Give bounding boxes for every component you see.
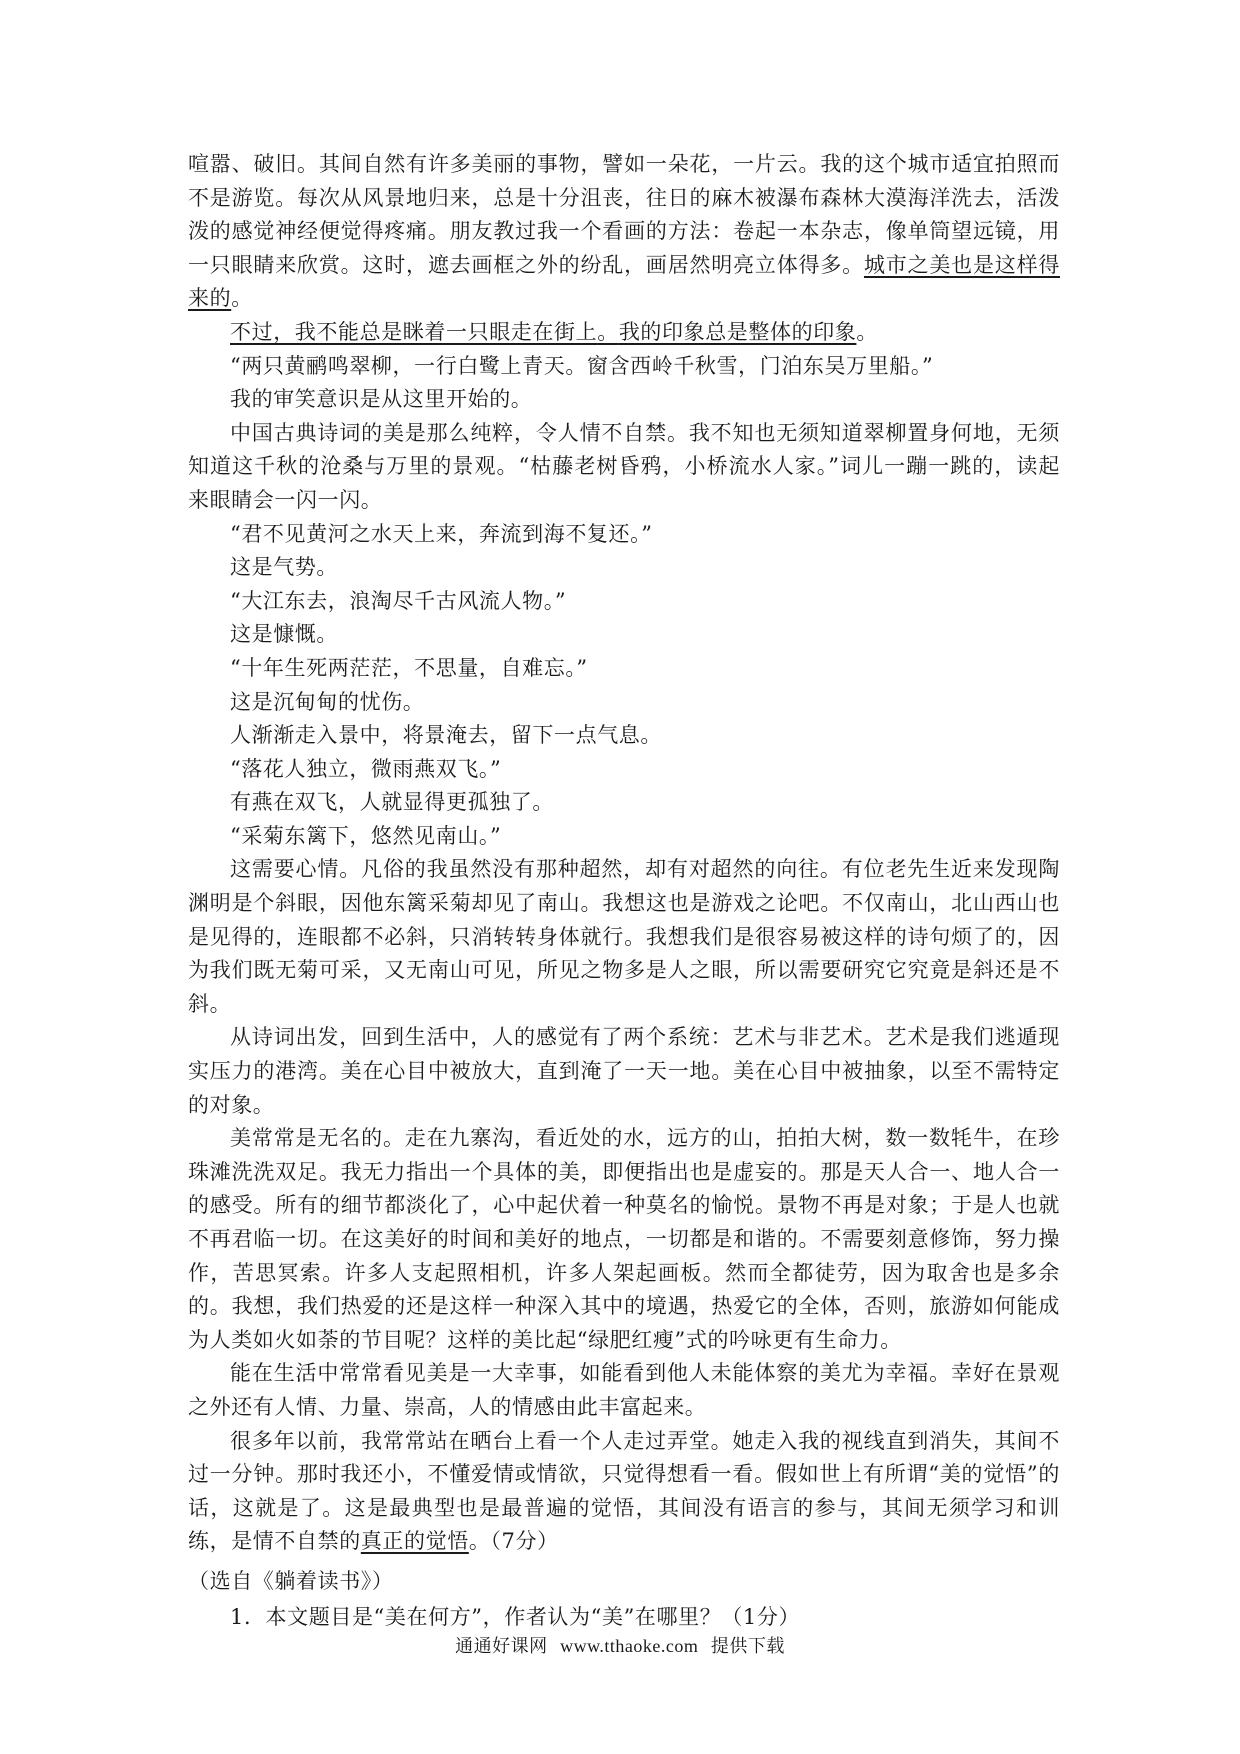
poem-quote: “大江东去，浪淘尽千古风流人物。”	[230, 588, 567, 613]
footer-suffix: 提供下载	[710, 1636, 785, 1657]
paragraph-text: 。	[856, 319, 879, 344]
paragraph: 这是慷慨。	[230, 622, 338, 647]
underlined-phrase: 真正的觉悟	[360, 1529, 469, 1554]
poem-quote: “十年生死两茫茫，不思量，自难忘。”	[230, 655, 588, 680]
paragraph: 能在生活中常常看见美是一大幸事，如能看到他人未能体察的美尤为幸福。幸好在景观之外还有人情、力量、崇高，人的情感由此丰富起来。	[188, 1361, 1060, 1419]
paragraph-text: 喧嚣、破旧。其间自然有许多美丽的事物，譬如一朵花，一片云。我的这个城市适宜拍照而不是游览。每次从风景地归来，总是十分沮丧，往日的麻木被瀑布森林大漠海洋洗去，活泼泼的感觉神经便觉得疼痛。朋友教过我一个看画的方法：卷起一本杂志，像单筒望远镜，用一只眼睛来欣赏。这时，遮去画框之外的纷乱，画居然明亮立体得多。	[188, 152, 1060, 277]
paragraph: 有燕在双飞，人就显得更孤独了。	[230, 790, 554, 815]
paragraph: 这是沉甸甸的忧伤。	[230, 689, 425, 714]
source-citation: （选自《躺着读书》）	[188, 1568, 394, 1593]
paragraph	[188, 148, 1060, 316]
paragraph-text: 很多年以前，我常常站在晒台上看一个人走过弄堂。她走入我的视线直到消失，其间不过一分钟。那时我还小，不懂爱情或情欲，只觉得想看一看。假如世上有所谓“美的觉悟”的话，这就是了。这是最典型也是最普遍的觉悟，其间没有语言的参与，其间无须学习和训练，是情不自禁的	[188, 1428, 1060, 1554]
poem-quote: “采菊东篱下，悠然见南山。”	[230, 823, 502, 848]
paragraph-text: 。（7分）	[468, 1529, 559, 1554]
paragraph: 美常常是无名的。走在九寨沟，看近处的水，远方的山，拍拍大树，数一数牦牛，在珍珠滩洗洗双足。我无力指出一个具体的美，即便指出也是虚妄的。那是天人合一、地人合一的感受。所有的细节都淡化了，心中起伏着一种莫名的愉悦。景物不再是对象；于是人也就不再君临一切。在这美好的时间和美好的地点，一切都是和谐的。不需要刻意修饰，努力操作，苦思冥索。许多人支起照相机，许多人架起画板。然而全都徒劳，因为取舍也是多余的。我想，我们热爱的还是这样一种深入其中的境遇，热爱它的全体，否则，旅游如何能成为人类如火如荼的节目呢？这样的美比起“绿肥红瘦”式的吟咏更有生命力。	[188, 1126, 1060, 1352]
underlined-sentence: 城市之美也是这样得来的	[188, 252, 1060, 311]
paragraph	[188, 1425, 1060, 1559]
underlined-sentence: 我的印象总是整体的印象	[618, 319, 857, 344]
paragraph-text: 。	[231, 286, 253, 311]
paragraph: 我的审笑意识是从这里开始的。	[230, 387, 533, 412]
paragraph: 中国古典诗词的美是那么纯粹，令人情不自禁。我不知也无须知道翠柳置身何地，无须知道这千秋的沧桑与万里的景观。“枯藤老树昏鸦，小桥流水人家。”词儿一蹦一跳的，读起来眼睛会一闪一闪。	[188, 420, 1060, 512]
paragraph: 人渐渐走入景中，将景淹去，留下一点气息。	[230, 723, 662, 748]
paragraph: 这是气势。	[230, 555, 338, 580]
page-footer	[0, 1632, 1240, 1658]
poem-quote: “君不见黄河之水天上来，奔流到海不复还。”	[230, 521, 653, 546]
paragraph	[188, 316, 1060, 350]
paragraph: 这需要心情。凡俗的我虽然没有那种超然，却有对超然的向往。有位老先生近来发现陶渊明是个斜眼，因他东篱采菊却见了南山。我想这也是游戏之论吧。不仅南山，北山西山也是见得的，连眼都不必斜，只消转转身体就行。我想我们是很容易被这样的诗句烦了的，因为我们既无菊可采，又无南山可见，所见之物多是人之眼，所以需要研究它究竟是斜还是不斜。	[188, 857, 1060, 1016]
underlined-sentence: 不过，我不能总是眯着一只眼走在街上	[230, 319, 598, 344]
footer-site-name: 通通好课网	[455, 1636, 548, 1657]
footer-url: www.tthaoke.com	[560, 1636, 699, 1656]
paragraph: 从诗词出发，回到生活中，人的感觉有了两个系统：艺术与非艺术。艺术是我们逃遁现实压力的港湾。美在心目中被放大，直到淹了一天一地。美在心目中被抽象，以至不需特定的对象。	[188, 1025, 1060, 1117]
poem-quote: “两只黄鹂鸣翠柳，一行白鹭上青天。窗含西岭千秋雪，门泊东吴万里船。”	[230, 353, 934, 378]
article-body	[188, 148, 1060, 1634]
poem-quote: “落花人独立，微雨燕双飞。”	[230, 756, 502, 781]
paragraph-text: 。	[597, 319, 619, 344]
question-1: 1．本文题目是“美在何方”，作者认为“美”在哪里？（1分）	[230, 1604, 801, 1629]
